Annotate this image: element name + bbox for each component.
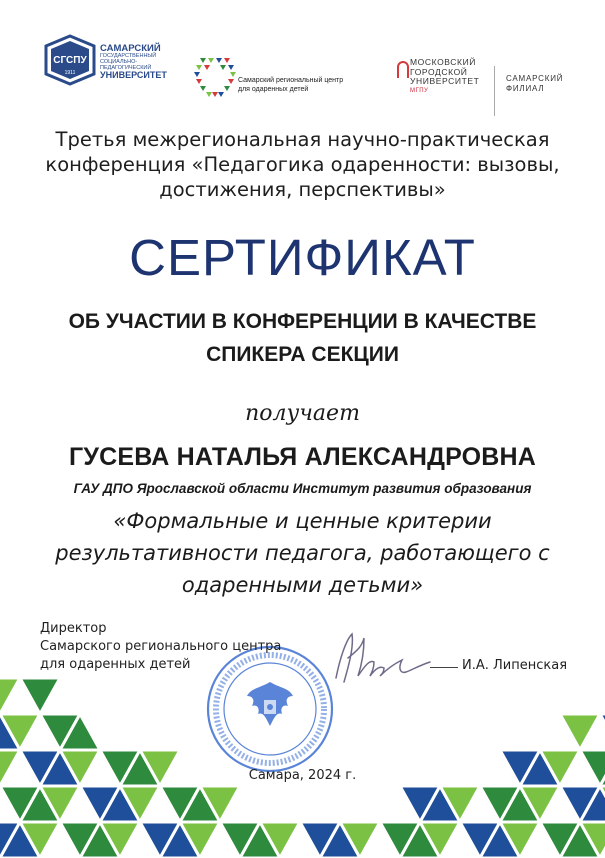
- mgpu-divider: [494, 66, 495, 116]
- certificate-title: СЕРТИФИКАТ: [129, 229, 476, 286]
- talk-topic: [0, 505, 605, 601]
- regional-center-line2: для одаренных детей: [238, 86, 309, 93]
- mgpu-filial: [506, 74, 563, 94]
- sgspu-emblem-year: 1911: [64, 70, 76, 76]
- mgpu-arch-icon: [396, 58, 410, 78]
- mgpu-line3: УНИВЕРСИТЕТ: [410, 76, 480, 86]
- conference-line1: Третья межрегиональная научно-практическая: [55, 128, 550, 151]
- certificate-subtitle-line2: СПИКЕРА СЕКЦИИ: [206, 343, 399, 366]
- place-and-date: Самара, 2024 г.: [248, 768, 357, 783]
- signatory-name: И.А. Липенская: [462, 658, 568, 673]
- signature-dash: [430, 667, 458, 668]
- mgpu-name: [410, 58, 500, 96]
- mgpu-filial-line2: ФИЛИАЛ: [506, 84, 545, 93]
- director-line2: Самарского регионального центра: [40, 639, 282, 654]
- certificate-subtitle: [0, 305, 605, 371]
- coat-of-arms-icon: [247, 682, 293, 726]
- recipient-name: ГУСЕВА НАТАЛЬЯ АЛЕКСАНДРОВНА: [68, 443, 537, 471]
- handwritten-signature: [318, 628, 438, 688]
- recipient-organization: ГАУ ДПО Ярославской области Институт развития образования: [73, 481, 532, 496]
- talk-topic-line1: «Формальные и ценные критерии: [113, 509, 492, 533]
- director-line3: для одаренных детей: [40, 657, 191, 672]
- sgspu-line1: САМАРСКИЙ: [100, 43, 161, 54]
- conference-title: [0, 127, 605, 202]
- certificate-subtitle-line1: ОБ УЧАСТИИ В КОНФЕРЕНЦИИ В КАЧЕСТВЕ: [68, 310, 537, 333]
- director-line1: Директор: [40, 621, 107, 636]
- regional-center-line1: Самарский региональный центр: [238, 77, 344, 84]
- talk-topic-line2: результативности педагога, работающего с: [55, 541, 550, 565]
- sgspu-emblem-icon: [44, 34, 96, 86]
- mgpu-filial-line1: САМАРСКИЙ: [506, 74, 564, 83]
- sgspu-line4: УНИВЕРСИТЕТ: [100, 70, 167, 80]
- sgspu-line3: СОЦИАЛЬНО-ПЕДАГОГИЧЕСКИЙ: [100, 59, 152, 71]
- talk-topic-line3: одаренными детьми»: [181, 573, 424, 597]
- regional-center-emblem-icon: [192, 56, 238, 100]
- sgspu-emblem-text: СГСПУ: [53, 55, 87, 66]
- sgspu-line2: ГОСУДАРСТВЕННЫЙ: [100, 53, 157, 59]
- director-title: [40, 620, 281, 674]
- conference-line3: достижения, перспективы»: [159, 178, 446, 201]
- receives-label: получает: [245, 401, 360, 426]
- conference-line2: конференция «Педагогика одаренности: вызовы,: [45, 153, 560, 176]
- sgspu-logo: [44, 34, 174, 90]
- regional-center-logo: [192, 50, 382, 106]
- mgpu-line1: МОСКОВСКИЙ: [410, 57, 476, 67]
- mgpu-line4: МГПУ: [410, 87, 429, 94]
- regional-center-name: [238, 76, 388, 94]
- sgspu-name: [100, 44, 180, 80]
- mgpu-logo: [396, 58, 576, 114]
- mgpu-line2: ГОРОДСКОЙ: [410, 66, 468, 77]
